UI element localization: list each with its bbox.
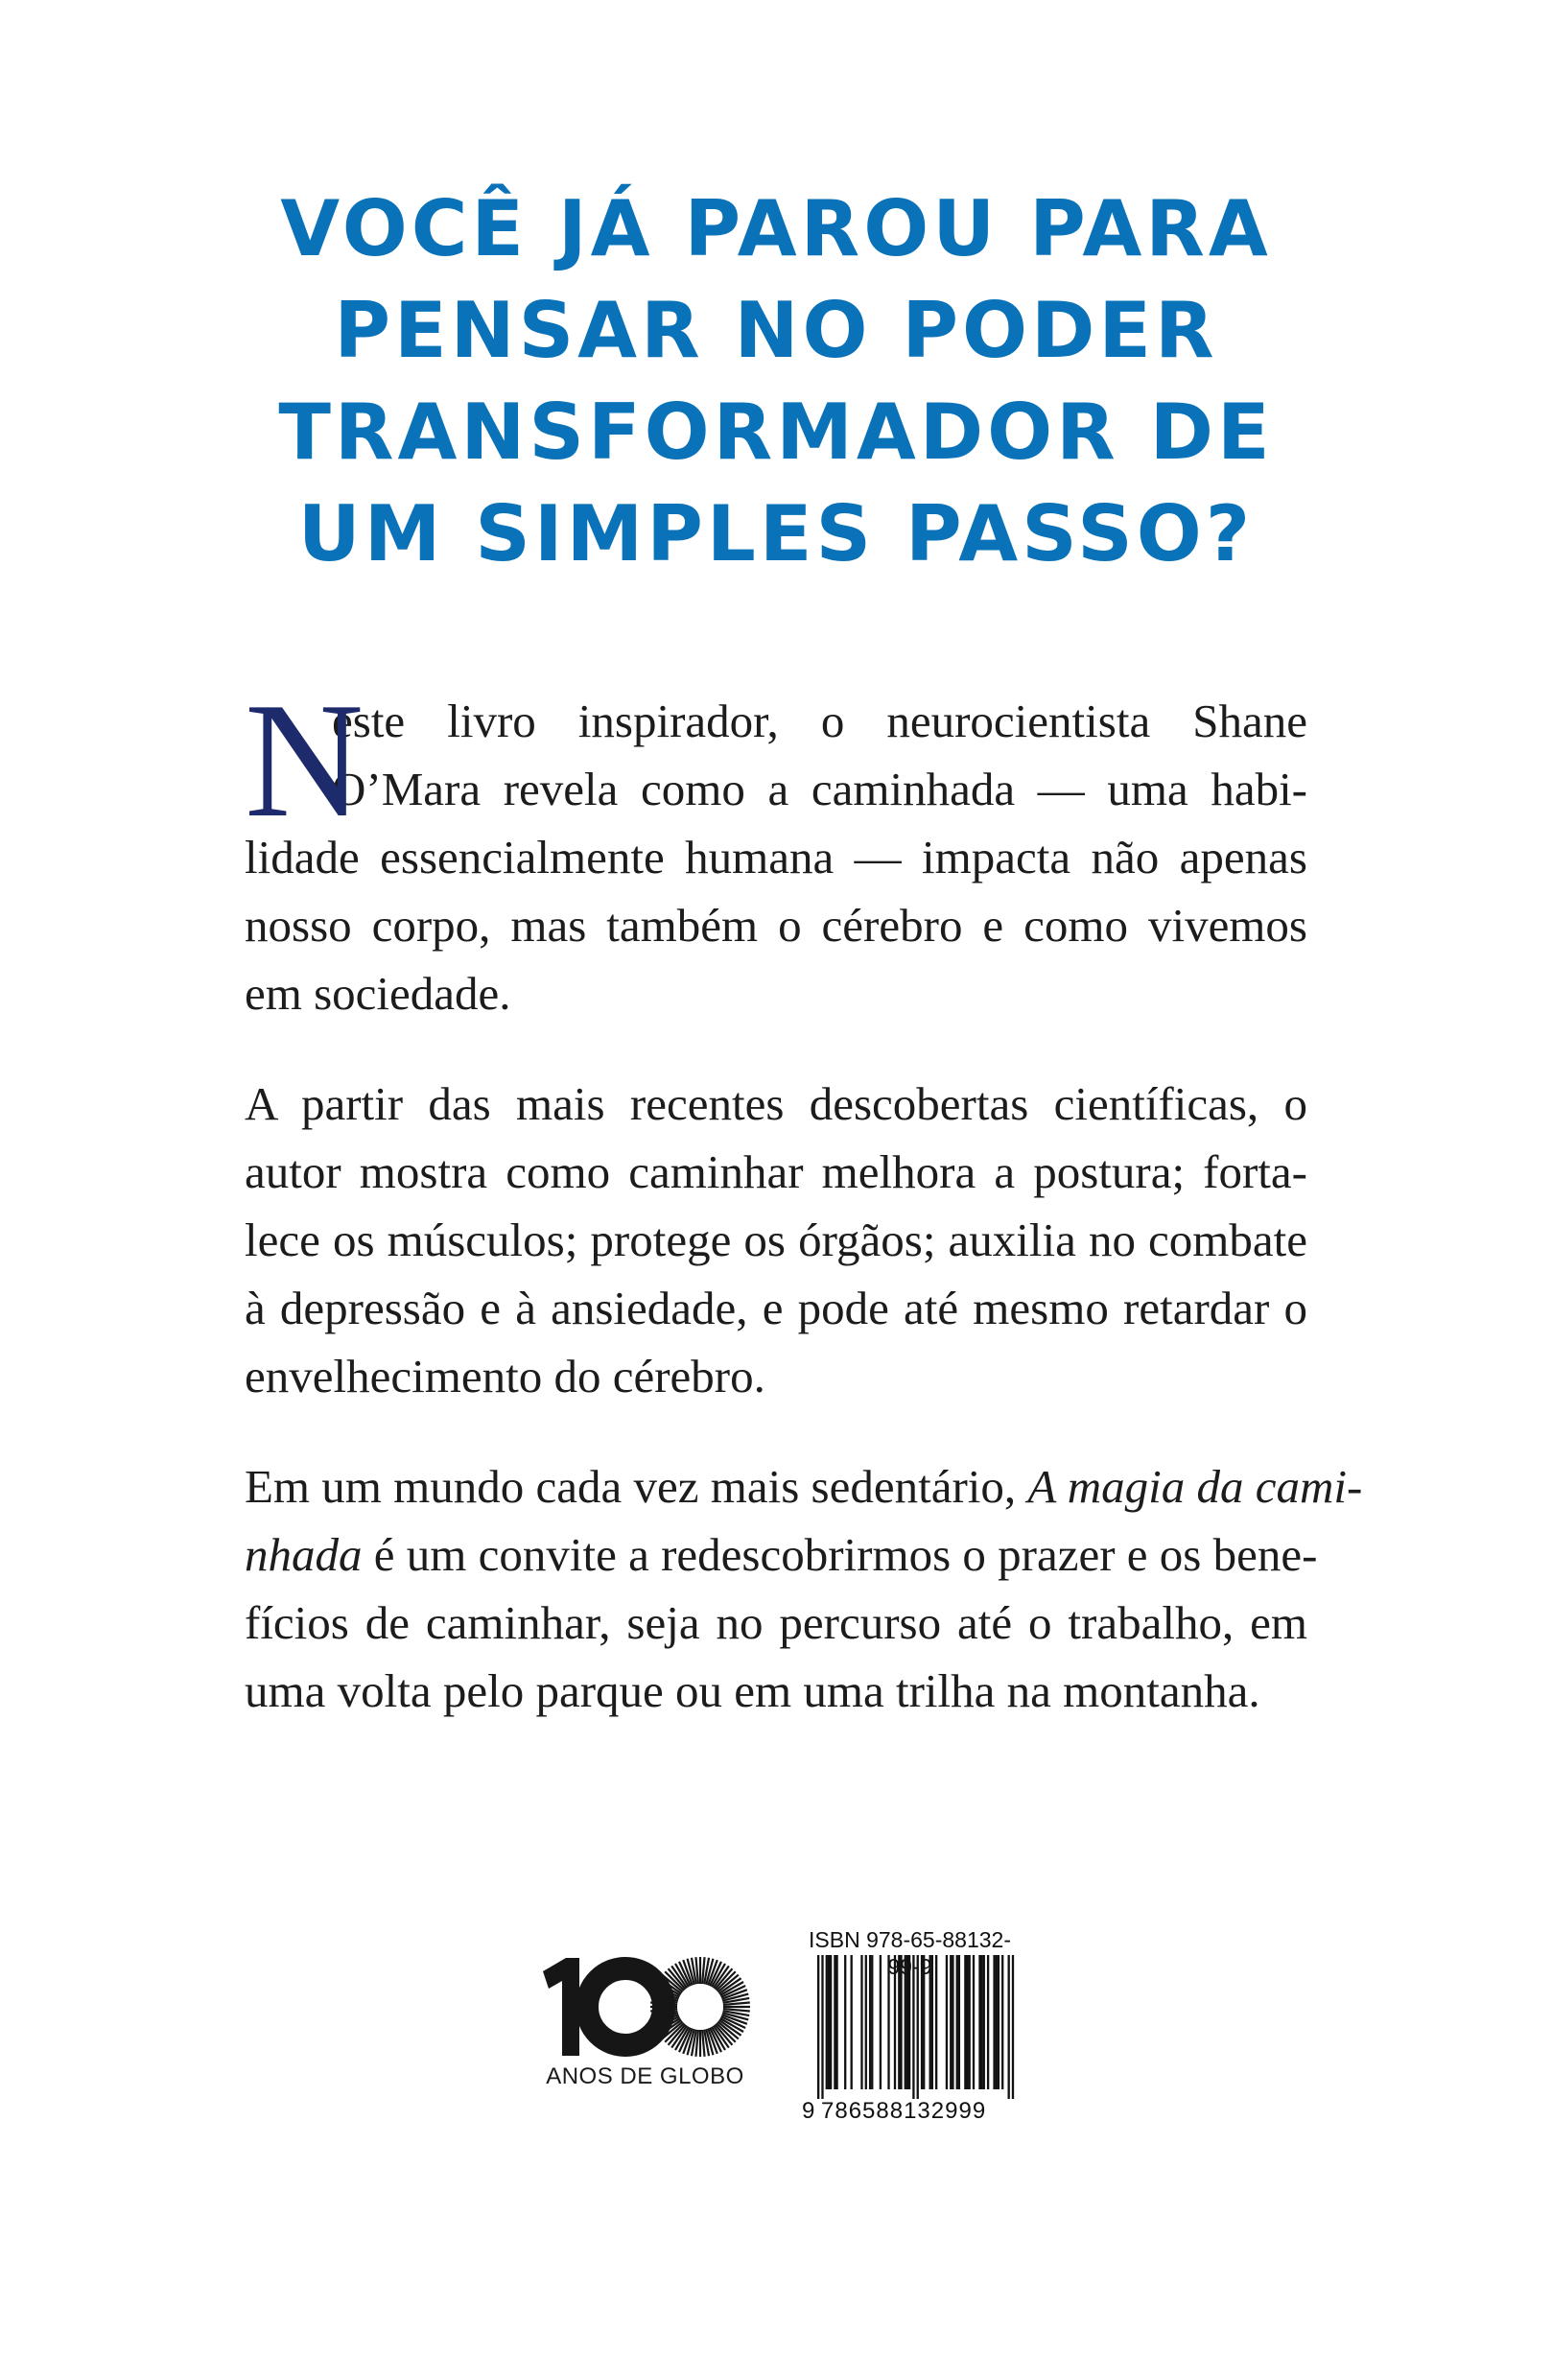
paragraph-3-line-1	[245, 1452, 1363, 1520]
book-title-part-2: nhada	[245, 1528, 363, 1581]
paragraph-3	[245, 1452, 1363, 1725]
barcode-bar	[898, 1955, 900, 2089]
barcode-bar	[973, 1955, 975, 2089]
barcode-bar	[844, 1955, 846, 2089]
paragraph-2-line-1: A partir das mais recentes descobertas científicas, o	[245, 1077, 1307, 1130]
barcode-bar	[1012, 1955, 1014, 2099]
barcode-bar	[887, 1955, 889, 2089]
barcode-bar	[880, 1955, 882, 2089]
barcode-bar	[987, 1955, 989, 2089]
drop-cap: N	[245, 670, 364, 852]
barcode-bar	[1001, 1955, 1003, 2089]
headline	[0, 178, 1552, 585]
barcode-bar	[860, 1955, 862, 2089]
barcode-bar	[905, 1955, 906, 2089]
barcode-bar	[900, 1955, 902, 2089]
logo-digit-1	[543, 1958, 579, 2056]
barcode-bar	[980, 1955, 982, 2089]
barcode-bar	[906, 1955, 908, 2089]
barcode-bar	[917, 1955, 919, 2099]
barcode-bar	[821, 1955, 823, 2099]
headline-line-1: VOCÊ JÁ PAROU PARA	[280, 184, 1272, 273]
barcode-bar	[894, 1955, 896, 2089]
barcode-bar	[835, 1955, 837, 2089]
barcode-bar	[946, 1955, 948, 2089]
barcode-bar	[828, 1955, 830, 2089]
paragraph-3-line-3: fícios de caminhar, seja no percurso até o trabalho, em	[245, 1596, 1307, 1649]
barcode-bar	[969, 1955, 971, 2089]
barcode-bar	[998, 1955, 999, 2089]
barcode-bar	[834, 1955, 835, 2089]
barcode-bar	[1008, 1955, 1010, 2099]
barcode-bar	[851, 1955, 853, 2089]
barcode-bar	[923, 1955, 925, 2089]
paragraph-3-line-2	[245, 1520, 1318, 1589]
headline-line-4: UM SIMPLES PASSO?	[297, 489, 1255, 578]
logo-caption: ANOS DE GLOBO	[546, 2063, 744, 2089]
barcode-bar	[964, 1955, 966, 2089]
barcode-bar	[978, 1955, 980, 2089]
paragraph-1	[245, 670, 1307, 1027]
barcode-bar	[993, 1955, 995, 2089]
barcode-bars	[802, 1955, 1018, 2099]
paragraph-1-line-1: este livro inspirador, o neurocientista Shane	[332, 695, 1307, 747]
barcode-bar	[826, 1955, 828, 2089]
barcode-bar	[935, 1955, 937, 2089]
headline-line-2: PENSAR NO PODER	[334, 286, 1218, 375]
barcode-bar	[966, 1955, 968, 2089]
barcode-bar	[958, 1955, 960, 2089]
barcode-bar	[921, 1955, 923, 2089]
paragraph-1-line-3: lidade essencialmente humana — impacta não apenas	[245, 831, 1307, 884]
barcode-bar	[865, 1955, 867, 2089]
paragraph-2	[245, 1070, 1307, 1410]
barcode-bar	[956, 1955, 958, 2089]
barcode-bar	[950, 1955, 952, 2089]
barcode-bar	[996, 1955, 998, 2089]
barcode-bar	[912, 1955, 914, 2099]
paragraph-3-text: é um convite a redescobrirmos o prazer e os bene-	[362, 1528, 1318, 1581]
book-title-part-1: A magia da cami-	[1027, 1460, 1363, 1513]
paragraph-2-line-2: autor mostra como caminhar melhora a postura; forta-	[245, 1145, 1307, 1198]
barcode-digit-string: 786588132999	[821, 2098, 987, 2124]
paragraph-1-line-4: nosso corpo, mas também o cérebro e como vivemos	[245, 899, 1307, 952]
barcode-bar	[830, 1955, 832, 2089]
paragraph-2-line-4: à depressão e à ansiedade, e pode até mesmo retardar o	[245, 1282, 1307, 1334]
barcode-bar	[869, 1955, 871, 2089]
barcode-bar	[908, 1955, 910, 2089]
barcode-bar	[871, 1955, 873, 2089]
paragraph-3-text: Em um mundo cada vez mais sedentário,	[245, 1460, 1028, 1513]
barcode-bar	[817, 1955, 819, 2099]
paragraph-2-line-5: envelhecimento do cérebro.	[245, 1350, 765, 1402]
isbn-barcode	[802, 1926, 1018, 2124]
headline-line-3: TRANSFORMADOR DE	[278, 388, 1274, 477]
barcode-bar	[983, 1955, 985, 2089]
barcode-bar	[952, 1955, 953, 2089]
logo-globe-core	[681, 1988, 719, 2026]
paragraph-1-line-5: em sociedade.	[245, 967, 511, 1020]
paragraph-1-line-2: O’Mara revela como a caminhada — uma habi-	[332, 763, 1307, 815]
barcode-bar	[931, 1955, 933, 2089]
paragraph-3-line-4: uma volta pelo parque ou em uma trilha na montanha.	[245, 1664, 1260, 1717]
isbn-label: ISBN 978-65-88132- 9-9	[809, 1927, 1011, 1979]
barcode-first-digit: 9	[802, 2098, 815, 2124]
paragraph-2-line-3: lece os músculos; protege os órgãos; auxilia no combate	[245, 1214, 1307, 1266]
barcode-bar	[929, 1955, 931, 2089]
